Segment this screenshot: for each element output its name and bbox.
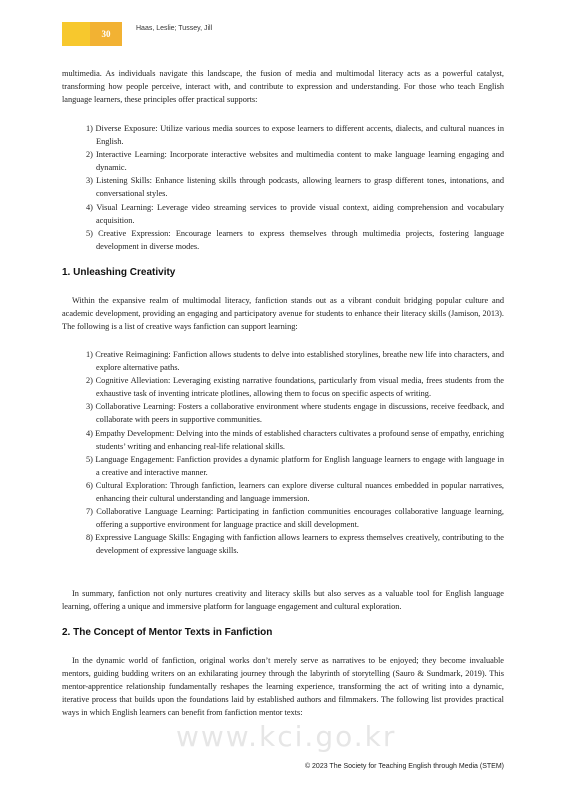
section2-paragraph: In the dynamic world of fanfiction, original works don’t merely serve as narratives to be enjoyed; they become invaluable mentors, guiding budding writers on an exhilarating journey through the labyrinth of storytelling (Sauro & Sundmark, 2019). This mentor-apprentice relationship fundamentally reshapes the learning experience, transforming the act of writing into a dynamic, iterative process that builds upon the foundations laid by established authors and filmmakers. The following list provides practical ways in which English learners can benefit from fanfiction mentor texts: xyxy=(62,656,504,718)
list-item: 3) Collaborative Learning: Fosters a collaborative environment where students engage in discussions, receive feedback, and collaborate with peers in supportive communities. xyxy=(86,402,504,425)
section-heading-unleashing-creativity: 1. Unleashing Creativity xyxy=(62,267,176,278)
section1-paragraph-block xyxy=(62,294,504,333)
page-number-badge xyxy=(62,22,122,46)
creative-ways-list-block xyxy=(62,348,504,558)
section1-summary: In summary, fanfiction not only nurtures creativity and literacy skills but also serves as a valuable tool for English language learning, offering a unique and immersive platform for language engagement and cultural exploration. xyxy=(62,589,504,612)
list-item: 1) Diverse Exposure: Utilize various media sources to expose learners to different accents, dialects, and cultural nuances in English. xyxy=(86,124,504,147)
section-heading-mentor-texts: 2. The Concept of Mentor Texts in Fanfiction xyxy=(62,627,273,638)
list-item: 8) Expressive Language Skills: Engaging with fanfiction allows learners to express themselves creatively, contributing to the development of expressive language skills. xyxy=(86,533,504,556)
running-head-authors: Haas, Leslie; Tussey, Jill xyxy=(136,25,213,32)
list-item: 5) Creative Expression: Encourage learners to express themselves through multimedia projects, fostering language development in diverse modes. xyxy=(86,228,504,251)
watermark: www.kci.go.kr xyxy=(176,720,397,753)
list-item: 2) Interactive Learning: Incorporate interactive websites and multimedia content to make language learning engaging and dynamic. xyxy=(86,150,504,173)
list-item: 2) Cognitive Alleviation: Leveraging existing narrative foundations, particularly from visual media, frees students from the exhaustive task of inventing intricate plotlines, allowing them to focus on specific aspects of writing. xyxy=(86,376,504,399)
list-item: 7) Collaborative Language Learning: Participating in fanfiction communities encourages collaborative language learning, offering a supportive environment for language practice and skill development. xyxy=(86,507,504,530)
list-item: 6) Cultural Exploration: Through fanfiction, learners can explore diverse cultural nuances embedded in popular narratives, enhancing their cultural understanding and language immersion. xyxy=(86,480,504,504)
intro-paragraph-block xyxy=(62,67,504,106)
footer-copyright: © 2023 The Society for Teaching English through Media (STEM) xyxy=(304,763,504,770)
list-item: 5) Language Engagement: Fanfiction provides a dynamic platform for English language learners to engage with language in a creative and interactive manner. xyxy=(86,454,504,477)
intro-paragraph: multimedia. As individuals navigate this landscape, the fusion of media and multimodal literacy acts as a powerful catalyst, transforming how people perceive, interact with, and contribute to expression and understanding. For those who teach English language learners, these principles offer practical supports: xyxy=(62,69,504,105)
section1-paragraph: Within the expansive realm of multimodal literacy, fanfiction stands out as a vibrant conduit bridging popular culture and academic development, providing an engaging and participatory avenue for students to enhance their literacy skills (Jamison, 2013). The following is a list of creative ways fanfiction can support learning: xyxy=(62,296,504,332)
creative-ways-list xyxy=(62,348,504,558)
list-item: 1) Creative Reimagining: Fanfiction allows students to delve into established storylines, breathe new life into characters, and explore alternative paths. xyxy=(86,350,504,373)
section2-paragraph-block xyxy=(62,654,504,719)
section1-summary-block xyxy=(62,587,504,613)
supports-list-block xyxy=(62,122,504,253)
page-number: 30 xyxy=(101,29,111,39)
supports-list xyxy=(62,122,504,253)
list-item: 4) Empathy Development: Delving into the minds of established characters cultivates a profound sense of empathy, enriching students’ writing and enhancing real-life relational skills. xyxy=(86,428,504,451)
list-item: 3) Listening Skills: Enhance listening skills through podcasts, allowing learners to grasp different tones, intonations, and conversational styles. xyxy=(86,176,504,199)
list-item: 4) Visual Learning: Leverage video streaming services to provide visual context, aiding comprehension and vocabulary acquisition. xyxy=(86,202,504,225)
